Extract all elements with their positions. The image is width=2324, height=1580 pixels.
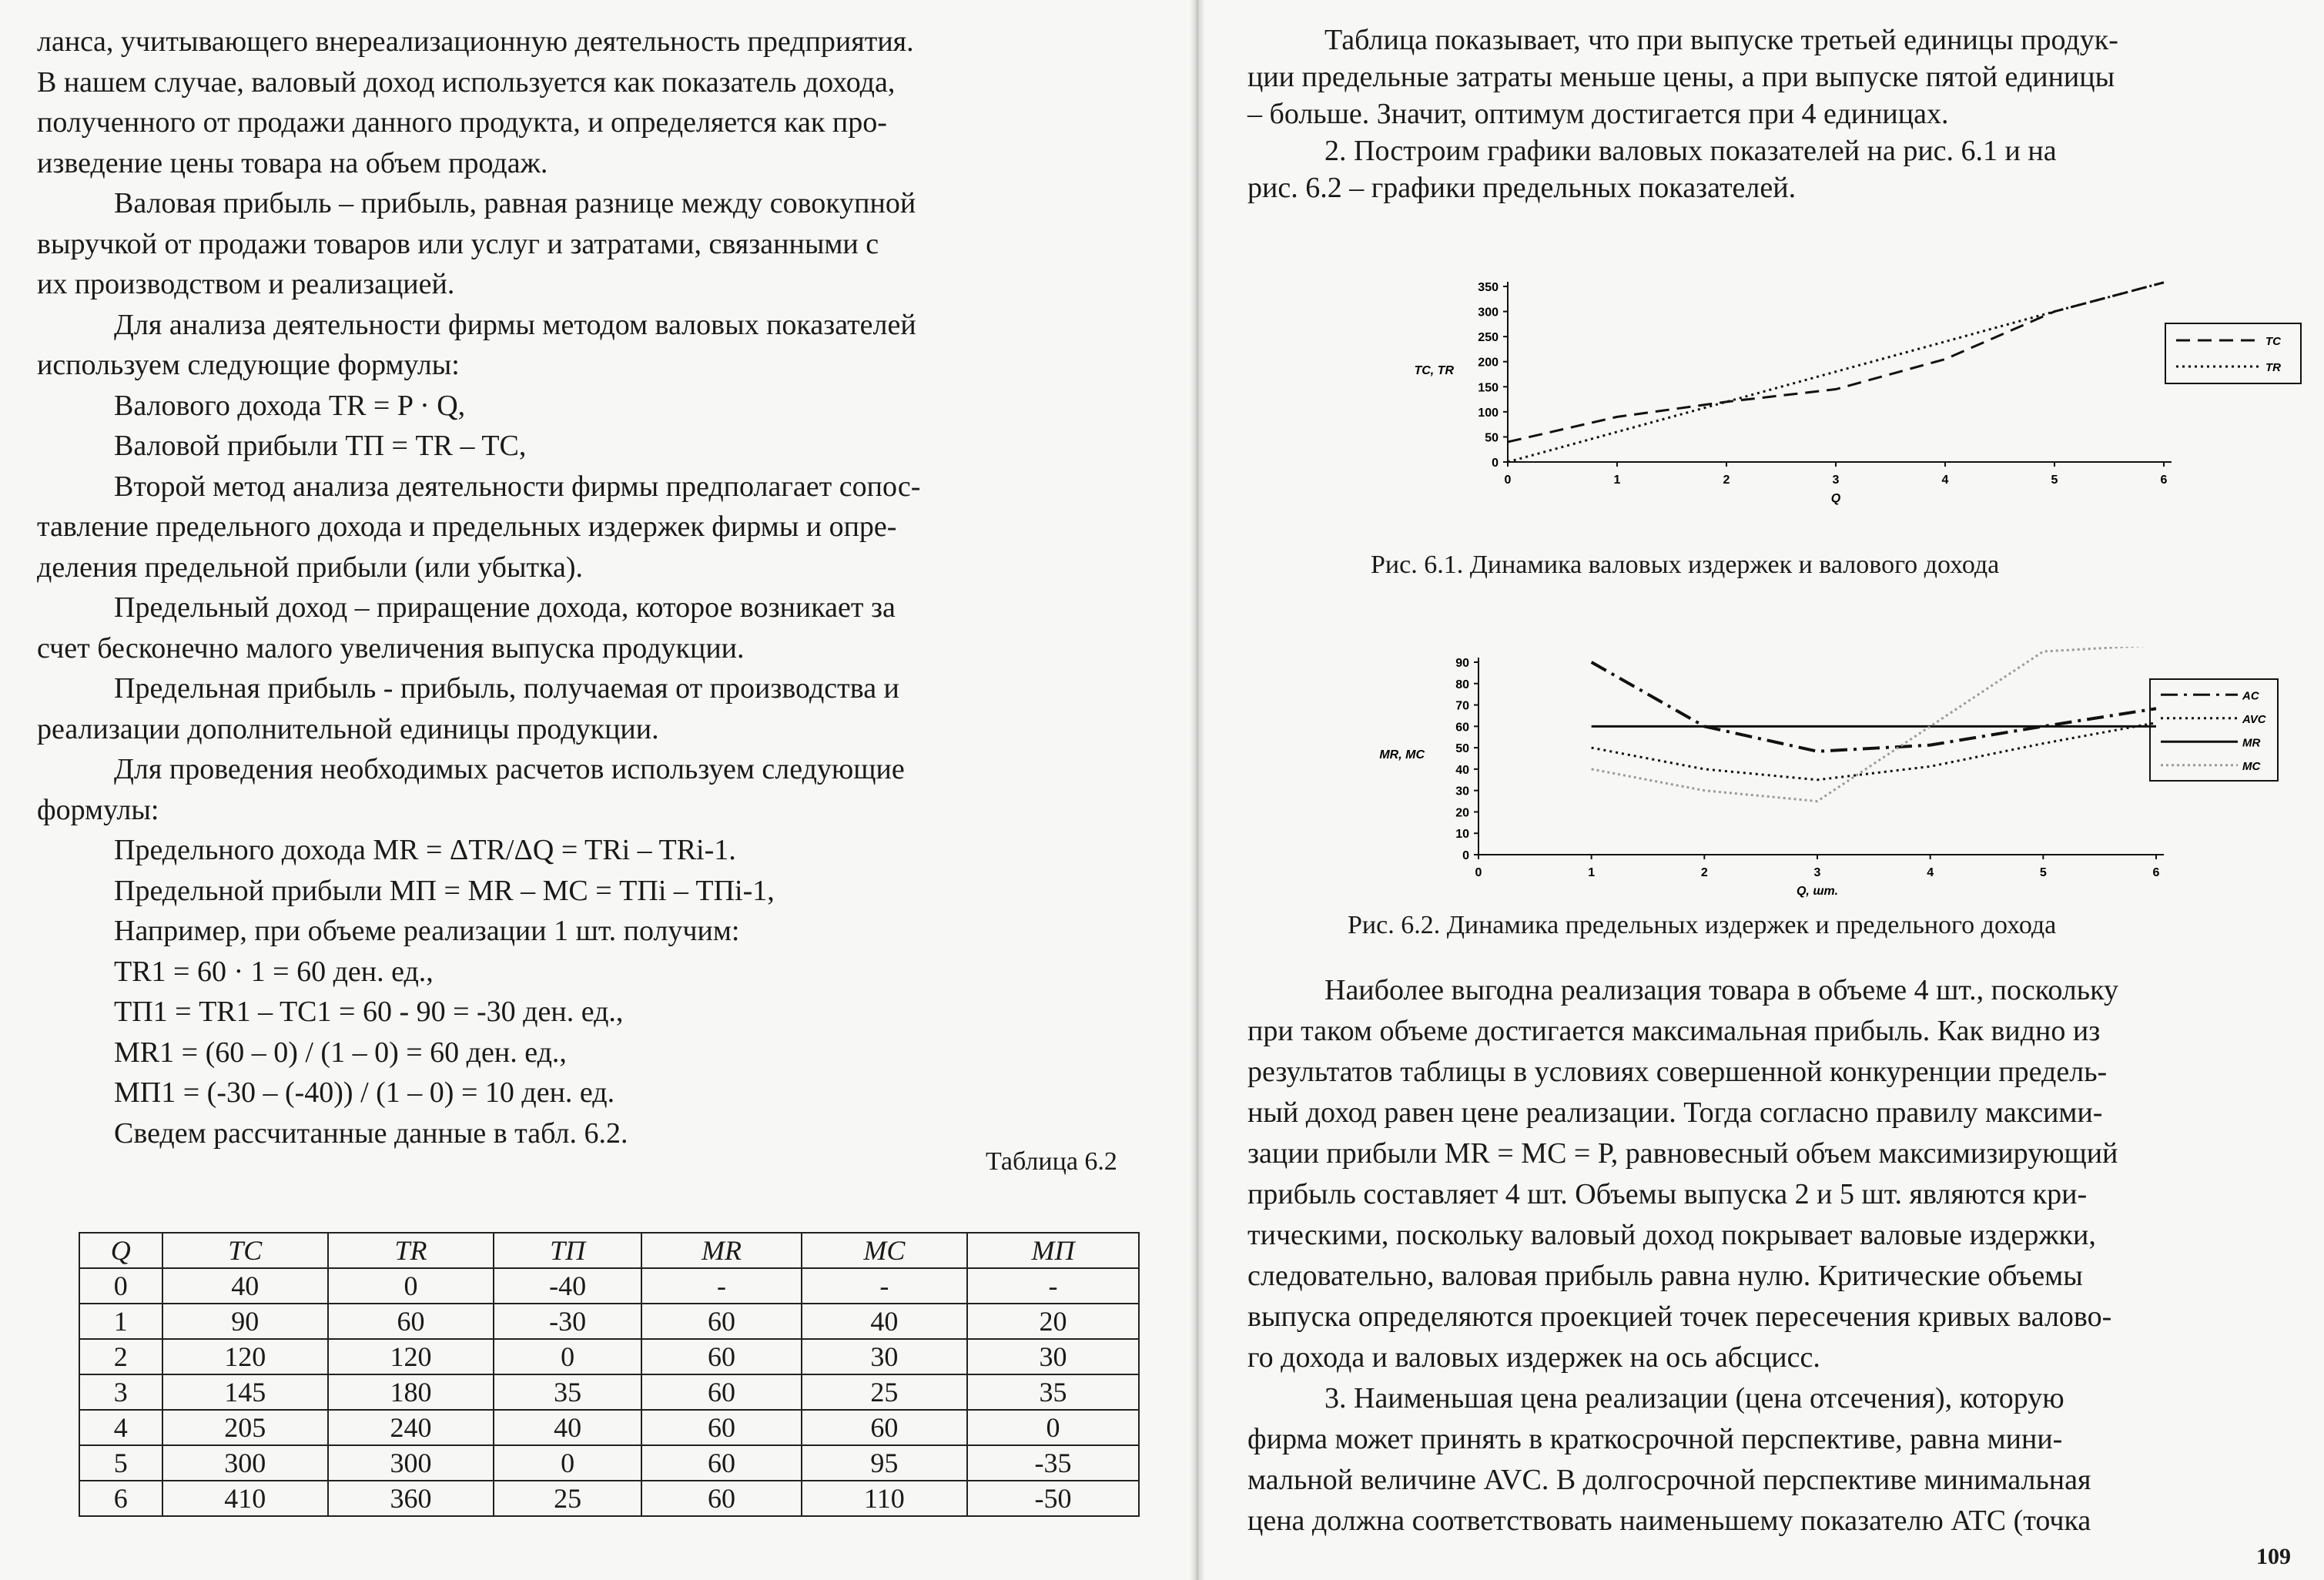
table-cell: -30: [494, 1304, 641, 1339]
text-line: Наиболее выгодна реализация товара в объеме 4 шт., поскольку: [1324, 974, 2119, 1006]
text-line: Валовая прибыль – прибыль, равная разнице между совокупной: [114, 187, 916, 219]
table-cell: 120: [162, 1339, 328, 1374]
table-cell: 110: [802, 1481, 967, 1516]
text-line: Сведем рассчитанные данные в табл. 6.2.: [114, 1116, 628, 1150]
text-line: Для анализа деятельности фирмы методом валовых показателей: [114, 308, 916, 341]
x-tick-label: 0: [1504, 474, 1512, 487]
table-cell: 2: [79, 1339, 162, 1374]
text-line: Предельная прибыль - прибыль, получаемая от производства и: [114, 672, 899, 705]
legend-label: TC: [2265, 335, 2281, 348]
text-line: MR1 = (60 – 0) / (1 – 0) = 60 ден. ед.,: [114, 1036, 567, 1069]
table-6-2: [79, 1232, 1140, 1517]
y-tick-label: 30: [1455, 785, 1469, 798]
x-tick-label: 1: [1588, 866, 1596, 879]
figure-6-1-chart: [1201, 269, 2324, 524]
table-cell: 25: [494, 1481, 641, 1516]
y-tick-label: 50: [1485, 431, 1499, 445]
table-row: [79, 1374, 1139, 1410]
table-cell: 60: [802, 1410, 967, 1445]
table-cell: 25: [802, 1374, 967, 1410]
table-cell: 30: [802, 1339, 967, 1374]
text-line: полученного от продажи данного продукта, и определяется как про-: [37, 106, 887, 139]
table-header-cell: МП: [967, 1233, 1139, 1268]
table-header-cell: MR: [641, 1233, 802, 1268]
table-cell: 6: [79, 1481, 162, 1516]
table-cell: 40: [494, 1410, 641, 1445]
table-header-cell: TC: [162, 1233, 328, 1268]
table-cell: 60: [641, 1481, 802, 1516]
y-tick-label: 20: [1455, 806, 1469, 820]
table-cell: 20: [967, 1304, 1139, 1339]
y-tick-label: 70: [1455, 699, 1469, 713]
text-line: Например, при объеме реализации 1 шт. получим:: [114, 915, 740, 947]
table-cell: 60: [641, 1374, 802, 1410]
legend-label: AVC: [2242, 712, 2266, 726]
table-header-row: [79, 1233, 1139, 1268]
y-tick-label: 0: [1462, 849, 1469, 862]
y-tick-label: 350: [1478, 281, 1499, 294]
text-line: Предельного дохода MR = ΔTR/ΔQ = TRi – TRi-1.: [114, 834, 736, 866]
x-axis-label: Q, шт.: [1796, 885, 1839, 898]
table-row: [79, 1339, 1139, 1374]
table-cell: -50: [967, 1481, 1139, 1516]
text-line: – больше. Значит, оптимум достигается при 4 единицах.: [1247, 98, 1949, 130]
figure-6-2-caption: Рис. 6.2. Динамика предельных издержек и предельного дохода: [1348, 911, 2057, 939]
right-page: [1201, 0, 2324, 1580]
table-cell: 60: [641, 1304, 802, 1339]
x-tick-label: 0: [1475, 866, 1482, 879]
text-line: мальной величине AVC. В долгосрочной перспективе минимальная: [1247, 1464, 2091, 1496]
table-row: [79, 1481, 1139, 1516]
table-cell: -: [967, 1268, 1139, 1304]
text-line: цена должна соответствовать наименьшему показателю ATC (точка: [1247, 1505, 2091, 1537]
text-line: результатов таблицы в условиях совершенной конкуренции предель-: [1247, 1056, 2108, 1088]
x-tick-label: 4: [1941, 474, 1949, 487]
table-cell: 60: [641, 1410, 802, 1445]
table-title: Таблица 6.2: [986, 1147, 1117, 1176]
y-tick-label: 50: [1455, 742, 1469, 756]
table-cell: 95: [802, 1445, 967, 1481]
table-row: [79, 1410, 1139, 1445]
text-line: используем следующие формулы:: [37, 349, 460, 381]
table-row: [79, 1268, 1139, 1304]
series-line-tr: [1508, 283, 2164, 462]
table-cell: 60: [328, 1304, 494, 1339]
table-cell: -: [802, 1268, 967, 1304]
series-line-mc: [1592, 647, 2156, 802]
text-line: деления предельной прибыли (или убытка).: [37, 551, 584, 584]
y-tick-label: 150: [1478, 381, 1499, 395]
y-tick-label: 10: [1455, 828, 1469, 842]
table-cell: -35: [967, 1445, 1139, 1481]
text-line: 3. Наименьшая цена реализации (цена отсечения), которую: [1324, 1382, 2064, 1414]
table-cell: 0: [494, 1445, 641, 1481]
text-line: го дохода и валовых издержек на ось абсцисс.: [1247, 1341, 1820, 1374]
figure-6-1-caption: Рис. 6.1. Динамика валовых издержек и валового дохода: [1371, 551, 2000, 579]
y-tick-label: 100: [1478, 406, 1499, 420]
table-cell: 0: [967, 1410, 1139, 1445]
y-tick-label: 0: [1492, 457, 1499, 470]
legend-box: [2165, 323, 2301, 383]
table-header-cell: ТП: [494, 1233, 641, 1268]
table-cell: 5: [79, 1445, 162, 1481]
text-line: счет бесконечно малого увеличения выпуска продукции.: [37, 631, 745, 664]
text-line: зации прибыли MR = MC = P, равновесный объем максимизирующий: [1247, 1137, 2118, 1170]
table-cell: 145: [162, 1374, 328, 1410]
table-cell: -40: [494, 1268, 641, 1304]
page-number: 109: [2256, 1544, 2291, 1569]
table-cell: 0: [328, 1268, 494, 1304]
table-cell: 4: [79, 1410, 162, 1445]
y-tick-label: 200: [1478, 356, 1499, 370]
x-tick-label: 2: [1700, 866, 1708, 879]
table-cell: 60: [641, 1445, 802, 1481]
text-line: выпуска определяются проекцией точек пересечения кривых валово-: [1247, 1300, 2112, 1333]
x-tick-label: 3: [1832, 474, 1840, 487]
y-axis-label: MR, MC: [1379, 748, 1425, 762]
table-cell: 35: [967, 1374, 1139, 1410]
x-tick-label: 4: [1927, 866, 1934, 879]
x-tick-label: 5: [2051, 474, 2058, 487]
text-line: В нашем случае, валовый доход используется как показатель дохода,: [37, 65, 896, 99]
x-tick-label: 5: [2039, 866, 2047, 879]
text-line: TR1 = 60 · 1 = 60 ден. ед.,: [114, 955, 434, 988]
table-cell: 300: [328, 1445, 494, 1481]
text-line: прибыль составляет 4 шт. Объемы выпуска 2 и 5 шт. являются кри-: [1247, 1178, 2088, 1210]
y-tick-label: 300: [1478, 306, 1499, 320]
table-cell: 30: [967, 1339, 1139, 1374]
text-line: Предельный доход – приращение дохода, которое возникает за: [114, 591, 896, 624]
table-cell: 180: [328, 1374, 494, 1410]
text-line: при таком объеме достигается максимальная прибыль. Как видно из: [1247, 1015, 2101, 1047]
text-line: Второй метод анализа деятельности фирмы предполагает сопос-: [114, 470, 921, 503]
x-tick-label: 1: [1613, 474, 1621, 487]
text-line: тическими, поскольку валовый доход покрывает валовые издержки,: [1247, 1219, 2096, 1251]
text-line: МП1 = (-30 – (-40)) / (1 – 0) = 10 ден. ед.: [114, 1076, 615, 1109]
y-tick-label: 60: [1455, 721, 1469, 735]
y-axis-label: TC, TR: [1414, 364, 1454, 377]
table-cell: -: [641, 1268, 802, 1304]
series-line-tc: [1508, 283, 2164, 442]
legend-label: TR: [2265, 361, 2281, 374]
table-cell: 410: [162, 1481, 328, 1516]
table-cell: 120: [328, 1339, 494, 1374]
table-body: [79, 1268, 1139, 1516]
table-cell: 35: [494, 1374, 641, 1410]
text-line: ции предельные затраты меньше цены, а при выпуске пятой единицы: [1247, 61, 2115, 93]
table-header-cell: MC: [802, 1233, 967, 1268]
table-cell: 205: [162, 1410, 328, 1445]
text-line: выручкой от продажи товаров или услуг и затратами, связанными с: [37, 227, 879, 260]
text-line: изведение цены товара на объем продаж.: [37, 146, 548, 179]
legend-label: MC: [2242, 759, 2261, 773]
table-header-cell: Q: [79, 1233, 162, 1268]
text-line: Для проведения необходимых расчетов используем следующие: [114, 753, 905, 785]
x-tick-label: 6: [2152, 866, 2160, 879]
x-tick-label: 6: [2160, 474, 2168, 487]
y-tick-label: 40: [1455, 763, 1469, 777]
table-cell: 3: [79, 1374, 162, 1410]
text-line: реализации дополнительной единицы продукции.: [37, 712, 659, 745]
legend-label: AC: [2242, 689, 2259, 703]
table-cell: 1: [79, 1304, 162, 1339]
y-tick-label: 80: [1455, 678, 1469, 691]
table-cell: 240: [328, 1410, 494, 1445]
y-tick-label: 250: [1478, 331, 1499, 345]
text-line: ТП1 = TR1 – TC1 = 60 - 90 = -30 ден. ед.,: [114, 996, 624, 1028]
x-tick-label: 2: [1723, 474, 1730, 487]
table-row: [79, 1304, 1139, 1339]
text-line: 2. Построим графики валовых показателей на рис. 6.1 и на: [1324, 135, 2057, 167]
text-line: лансa, учитывающего внереализационную деятельность предприятия.: [37, 25, 914, 58]
table-header-cell: TR: [328, 1233, 494, 1268]
table-cell: 90: [162, 1304, 328, 1339]
text-line: их производством и реализацией.: [37, 268, 455, 300]
text-line: Валового дохода TR = P · Q,: [114, 389, 466, 422]
legend-label: MR: [2242, 736, 2261, 750]
series-line-ac: [1592, 662, 2156, 752]
figure-6-2-chart: [1201, 647, 2324, 901]
table-cell: 0: [494, 1339, 641, 1374]
x-axis-label: Q: [1830, 492, 1841, 505]
x-tick-label: 3: [1813, 866, 1821, 879]
text-line: Таблица показывает, что при выпуске третьей единицы продук-: [1324, 24, 2118, 56]
text-line: следовательно, валовая прибыль равна нулю. Критические объемы: [1247, 1260, 2083, 1292]
text-line: Предельной прибыли МП = MR – MC = ТПi – ТПi-1,: [114, 874, 775, 907]
table-row: [79, 1445, 1139, 1481]
table-cell: 40: [162, 1268, 328, 1304]
text-line: ный доход равен цене реализации. Тогда согласно правилу максими-: [1247, 1096, 2103, 1129]
text-line: тавление предельного дохода и предельных издержек фирмы и опре-: [37, 510, 897, 543]
series-line-avc: [1592, 723, 2156, 780]
text-line: рис. 6.2 – графики предельных показателей.: [1247, 172, 1797, 204]
y-tick-label: 90: [1455, 657, 1469, 670]
text-line: фирма может принять в краткосрочной перспективе, равна мини-: [1247, 1423, 2063, 1455]
text-line: Валовой прибыли ТП = TR – TC,: [114, 430, 527, 462]
table-cell: 40: [802, 1304, 967, 1339]
text-line: формулы:: [37, 793, 159, 826]
table-cell: 60: [641, 1339, 802, 1374]
table-cell: 360: [328, 1481, 494, 1516]
table-cell: 300: [162, 1445, 328, 1481]
table-cell: 0: [79, 1268, 162, 1304]
